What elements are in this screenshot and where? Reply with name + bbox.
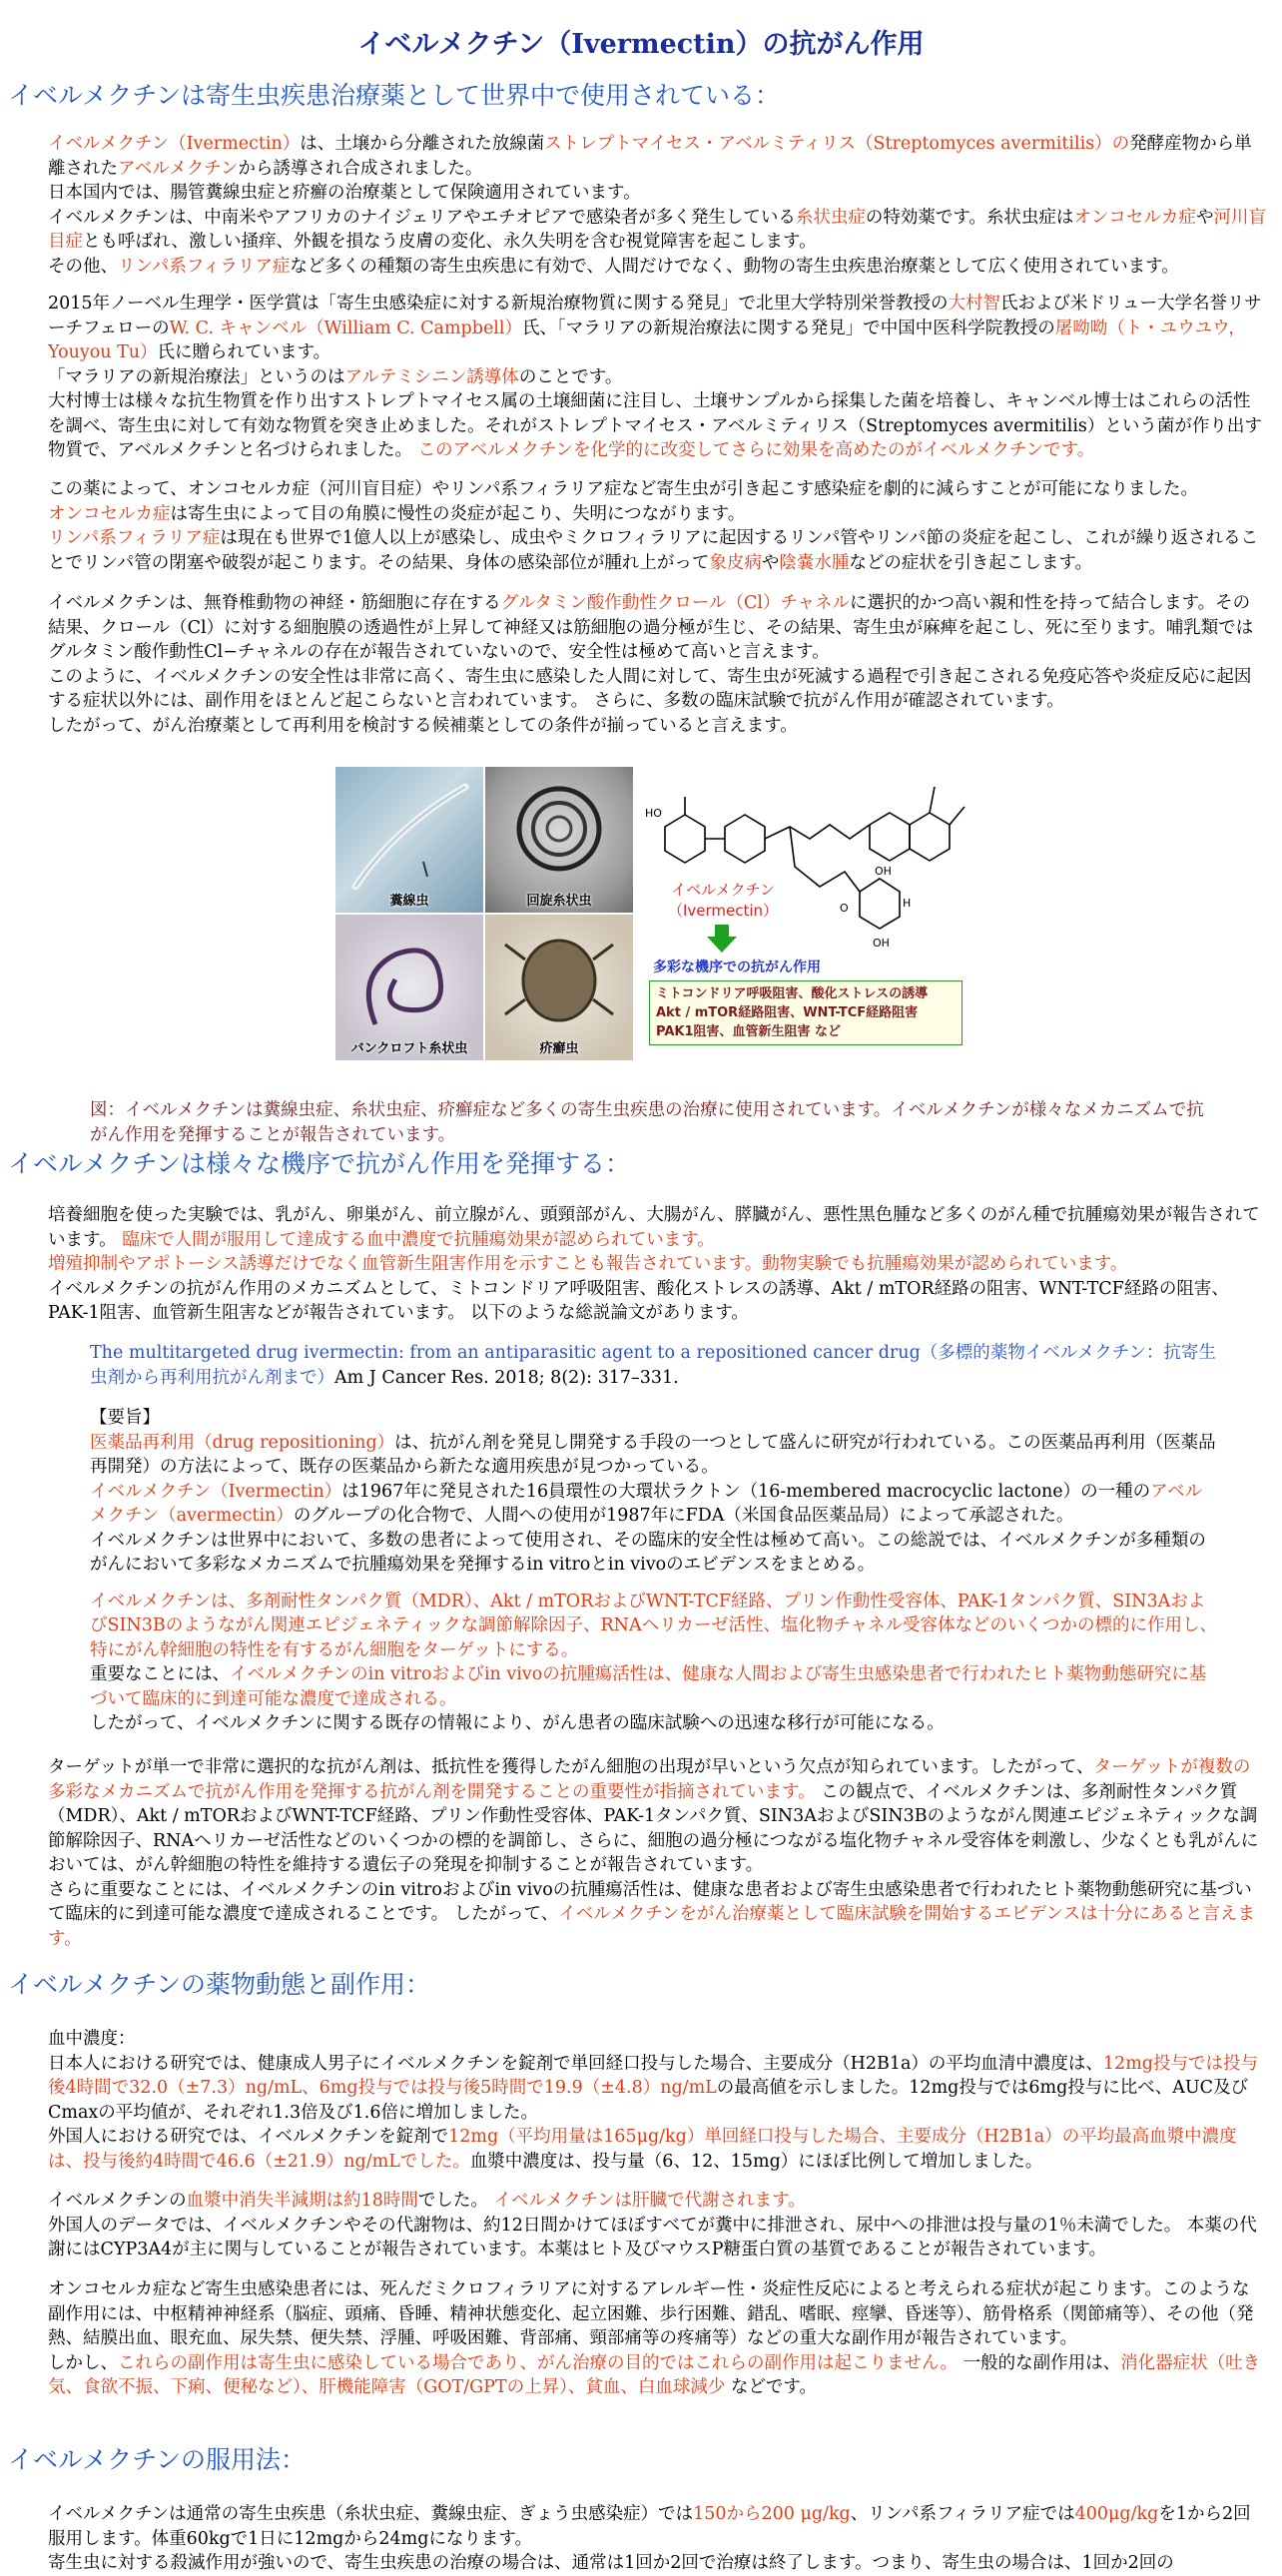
section4-dosage: [48, 2502, 1266, 2576]
mechanism-line-1: ミトコンドリア呼吸阻害、酸化ストレスの誘導: [656, 986, 929, 1001]
abstract-head: 【要旨】: [90, 1408, 160, 1428]
s1-paragraph-1: イベルメクチン（Ivermectin）は、土壌から分離された放線菌ストレプトマイセス・アベルミティリス（Streptomyces avermitilis）の発酵産物から単離されたアベルメクチンから誘導され合成されました。 日本国内では、腸管糞線虫症と疥癬の治療薬として保険適用されています。 イベルメクチンは、中南米やアフリカのナイジェリアやエチオピアで感染者が多く発生している糸状虫症の特効薬です。糸状虫症はオンコセルカ症や河川盲目症とも呼ばれ、激しい掻痒、外観を損なう皮膚の変化、永久失明を含む視覚障害を起こします。 その他、リンパ系フィラリア症など多くの種類の寄生虫疾患に有効で、人間だけでなく、動物の寄生虫疾患治療薬として広く使用されています。: [48, 134, 1266, 277]
chem-label-oh-2: OH: [873, 937, 890, 950]
s4-paragraph-1: イベルメクチンは通常の寄生虫疾患（糸状虫症、糞線虫症、ぎょう虫感染症）では150から200 μg/kg、リンパ系フィラリア症では400μg/kgを1から2回服用します。体重60kgで1日に12mgから24mgになります。 寄生虫に対する殺滅作用が強いので、寄生虫疾患の治療の場合は、通常は1回か2回で治療は終了します。つまり、寄生虫の場合は、1回か2回の: [48, 2504, 1251, 2573]
photo-sarcoptes: [485, 915, 633, 1060]
section-heading-anticancer: イベルメクチンは様々な機序で抗がん作用を発揮する：: [8, 1149, 631, 1178]
section2-target: [48, 1755, 1266, 1951]
label-onchocerca: 回旋糸状虫: [526, 894, 592, 909]
ivermectin-name-en: （Ivermectin）: [667, 902, 779, 920]
section3-elimination: [48, 2189, 1266, 2262]
reference-link[interactable]: The multitargeted drug ivermectin: from an antiparasitic agent to a repositioned cancer drug（多標的薬物イベルメクチン：抗寄生虫剤から再利用抗がん剤まで）: [90, 1343, 1216, 1388]
mechanism-box: [649, 980, 962, 1045]
section1-mechanism: [48, 591, 1266, 738]
mechanism-line-2: Akt / mTOR経路阻害、WNT-TCF経路阻害: [656, 1005, 919, 1020]
s2-paragraph-1: 培養細胞を使った実験では、乳がん、卵巣がん、前立腺がん、頭頸部がん、大腸がん、膵臓がん、悪性黒色腫など多くのがん種で抗腫瘍効果が報告されています。 臨床で人間が服用して達成する血中濃度で抗腫瘍効果が認められています。 増殖抑制やアポトーシス誘導だけでなく血管新生阻害作用を示すことも報告されています。動物実験でも抗腫瘍効果が認められています。 イベルメクチンの抗がん作用のメカニズムとして、ミトコンドリア呼吸阻害、酸化ストレスの誘導、Akt / mTOR経路の阻害、WNT-TCF経路の阻害、PAK-1阻害、血管新生阻害などが報告されています。 以下のような総説論文があります。: [48, 1205, 1260, 1323]
green-arrow-icon: [707, 925, 737, 955]
chem-label-h: H: [903, 897, 912, 910]
section-heading-usage: イベルメクチンは寄生虫疾患治療薬として世界中で使用されている：: [8, 81, 781, 110]
chem-label-oh: OH: [875, 865, 892, 878]
s3-paragraph-2: イベルメクチンの血漿中消失半減期は約18時間でした。 イベルメクチンは肝臓で代謝されます。 外国人のデータでは、イベルメクチンやその代謝物は、約12日間かけてほぼすべてが糞中に排泄され、尿中への排泄は投与量の1％未満でした。 本薬の代謝にはCYP3A4が主に関与していることが報告されています。本薬はヒト及びマウスP糖蛋白質の基質であることが報告されています。: [48, 2191, 1257, 2259]
section3-blood: [48, 2027, 1266, 2174]
section1-nobel: [48, 292, 1266, 463]
s3-paragraph-1: 血中濃度： 日本人における研究では、健康成人男子にイベルメクチンを錠剤で単回経口投与した場合、主要成分（H2B1a）の平均血清中濃度は、12mg投与では投与後4時間で32.0（±7.3）ng/mL、6mg投与では投与後5時間で19.9（±4.8）ng/mLの最高値を示しました。12mg投与では6mg投与に比べ、AUC及びCmaxの平均値が、それぞれ1.3倍及び1.6倍に増加しました。 外国人における研究では、イベルメクチンを錠剤で12mg（平均用量は165μg/kg）単回経口投与した場合、主要成分（H2B1a）の平均最高血漿中濃度は、投与後約4時間で46.6（±21.9）ng/mLでした。血漿中濃度は、投与量（6、12、15mg）にほぼ比例して増加しました。: [48, 2029, 1258, 2172]
ivermectin-name: イベルメクチン: [671, 881, 775, 899]
abstract-paragraph-2: イベルメクチンは、多剤耐性タンパク質（MDR）、Akt / mTORおよびWNT-TCF経路、プリン作動性受容体、PAK-1タンパク質、SIN3AおよびSIN3Bのようながん関連エピジェネティックな調節解除因子、RNAヘリカーゼ活性、塩化物チャネル受容体などのいくつかの標的に作用し、特にがん幹細胞の特性を有するがん細胞をターゲットにする。 重要なことには、イベルメクチンのin vitroおよびin vivoの抗腫瘍活性は、健康な人間および寄生虫感染患者で行われたヒト薬物動態研究に基づいて臨床的に到達可能な濃度で達成される。 したがって、イベルメクチンに関する既存の情報により、がん患者の臨床試験への迅速な移行が可能になる。: [90, 1591, 1218, 1733]
mechanism-line-3: PAK1阻害、血管新生阻害 など: [656, 1024, 842, 1039]
photo-strongyloides: [335, 767, 483, 913]
figure: [335, 767, 984, 1071]
chem-label-ho: HO: [645, 807, 662, 820]
label-wuchereria: バンクロフト糸状虫: [350, 1041, 468, 1056]
s1-paragraph-3: この薬によって、オンコセルカ症（河川盲目症）やリンパ系フィラリア症など寄生虫が引き起こす感染症を劇的に減らすことが可能になりました。 オンコセルカ症は寄生虫によって目の角膜に慢性の炎症が起こり、失明につながります。 リンパ系フィラリア症は現在も世界で1億人以上が感染し、成虫やミクロフィラリアに起因するリンパ管やリンパ節の炎症を起こし、これが繰り返されることでリンパ管の閉塞や破裂が起こります。その結果、身体の感染部位が腫れ上がって象皮病や陰嚢水腫などの症状を引き起こします。: [48, 479, 1259, 573]
s1-paragraph-4: イベルメクチンは、無脊椎動物の神経・筋細胞に存在するグルタミン酸作動性クロール（Cl）チャネルに選択的かつ高い親和性を持って結合します。その結果、クロール（Cl）に対する細胞膜の透過性が上昇して神経又は筋細胞の過分極が生じ、その結果、寄生虫が麻痺を起こし、死に至ります。哺乳類ではグルタミン酸作動性Cl−チャネルの存在が報告されていないので、安全性は極めて高いと言えます。 このように、イベルメクチンの安全性は非常に高く、寄生虫に感染した人間に対して、寄生虫が死滅する過程で引き起こされる免疫応答や炎症反応に起因する症状以外には、副作用をほとんど起こらないと言われています。 さらに、多数の臨床試験で抗がん作用が確認されています。 したがって、がん治療薬として再利用を検討する候補薬としての条件が揃っていると言えます。: [48, 593, 1254, 736]
section2-text: [48, 1203, 1266, 1326]
label-strongyloides: 糞線虫: [389, 894, 429, 909]
mechanism-title: 多彩な機序での抗がん作用: [653, 960, 821, 975]
abstract-paragraph-1: 医薬品再利用（drug repositioning）は、抗がん剤を発見し開発する手段の一つとして盛んに研究が行われている。この医薬品再利用（医薬品再開発）の方法によって、既存の医薬品から新たな適用疾患が見つかっている。 イベルメクチン（Ivermectin）は1967年に発見された16員環性の大環状ラクトン（16-membered macrocyclic lactone）の一種のアベルメクチン（avermectin）のグループの化合物で、人間への使用が1987年にFDA（米国食品医薬品局）によって承認された。 イベルメクチンは世界中において、多数の患者によって使用され、その臨床的安全性は極めて高い。この総説では、イベルメクチンが多種類のがんにおいて多彩なメカニズムで抗腫瘍効果を発揮するin vitroとin vivoのエビデンスをまとめる。: [90, 1432, 1216, 1575]
abstract: [90, 1406, 1218, 1736]
label-sarcoptes: 疥癬虫: [539, 1041, 579, 1056]
section-heading-dosage: イベルメクチンの服用法：: [8, 2445, 307, 2474]
section1-effects: [48, 477, 1266, 575]
s2-paragraph-2: ターゲットが単一で非常に選択的な抗がん剤は、抵抗性を獲得したがん細胞の出現が早いという欠点が知られています。したがって、ターゲットが複数の多彩なメカニズムで抗がん作用を発揮する抗がん剤を開発することの重要性が指摘されています。 この観点で、イベルメクチンは、多剤耐性タンパク質（MDR）、Akt / mTORおよびWNT-TCF経路、プリン作動性受容体、PAK-1タンパク質、SIN3AおよびSIN3Bのようながん関連エピジェネティックな調節解除因子、RNAヘリカーゼ活性などのいくつかの標的を調節し、さらに、細胞の過分極につながる塩化物チャネル受容体を刺激し、少なくとも乳がんにおいては、がん幹細胞の特性を維持する遺伝子の発現を抑制することが報告されています。 さらに重要なことには、イベルメクチンのin vitroおよびin vivoの抗腫瘍活性は、健康な患者および寄生虫感染患者で行われたヒト薬物動態研究に基づいて臨床的に到達可能な濃度で達成されることです。 したがって、イベルメクチンをがん治療薬として臨床試験を開始するエビデンスは十分にあると言えます。: [48, 1757, 1259, 1949]
figure-caption: 図：イベルメクチンは糞線虫症、糸状虫症、疥癬症など多くの寄生虫疾患の治療に使用されています。イベルメクチンが様々なメカニズムで抗がん作用を発揮することが報告されています。: [90, 1100, 1204, 1145]
photo-wuchereria: [335, 915, 483, 1060]
section3-side-effects: [48, 2277, 1266, 2400]
section1-text: [48, 132, 1266, 279]
page-title: イベルメクチン（Ivermectin）の抗がん作用: [357, 29, 925, 60]
s3-paragraph-3: オンコセルカ症など寄生虫感染患者には、死んだミクロフィラリアに対するアレルギー性・炎症性反応によると考えられる症状が起こります。このような副作用には、中枢精神神経系（脳症、頭痛、昏睡、精神状態変化、起立困難、歩行困難、錯乱、嗜眠、痙攣、昏迷等）、筋骨格系（関節痛等）、その他（発熱、結膜出血、眼充血、尿失禁、便失禁、浮腫、呼吸困難、背部痛、頸部痛等の疼痛等）などの重大な副作用が報告されています。 しかし、これらの副作用は寄生虫に感染している場合であり、がん治療の目的ではこれらの副作用は起こりません。 一般的な副作用は、消化器症状（吐き気、食欲不振、下痢、便秘など）、肝機能障害（GOT/GPTの上昇）、貧血、白血球減少 などです。: [48, 2279, 1261, 2397]
section-heading-pharmacokinetics: イベルメクチンの薬物動態と副作用：: [8, 1970, 431, 1999]
ivermectin-structure: [645, 767, 974, 966]
ivermectin-label: [653, 879, 793, 921]
reference-text: The multitargeted drug ivermectin: from an antiparasitic agent to a repositioned cancer drug（多標的薬物イベルメクチン：抗寄生虫剤から再利用抗がん剤まで）Am J Cancer Res. 2018; 8(2): 317–331.: [90, 1343, 1216, 1388]
photo-onchocerca: [485, 767, 633, 913]
chem-label-o: O: [840, 902, 849, 915]
s1-paragraph-2: 2015年ノーベル生理学・医学賞は「寄生虫感染症に対する新規治療物質に関する発見」で北里大学特別栄誉教授の大村智氏および米ドリュー大学名誉リサーチフェローのW. C. キャンベル（William C. Campbell）氏、「マラリアの新規治療法に関する発見」で中国中医科学院教授の屠呦呦（ト・ユウユウ，Youyou Tu）氏に贈られています。 「マラリアの新規治療法」というのはアルテミシニン誘導体のことです。 大村博士は様々な抗生物質を作り出すストレプトマイセス属の土壌細菌に注目し、土壌サンプルから採集した菌を培養し、キャンベル博士はこれらの活性を調べ、寄生虫に対して有効な物質を突き止めました。それがストレプトマイセス・アベルミティリス（Streptomyces avermitilis）という菌が作り出す物質で、アベルメクチンと名づけられました。 このアベルメクチンを化学的に改変してさらに効果を高めたのがイベルメクチンです。: [48, 294, 1262, 460]
reference: [90, 1341, 1218, 1390]
